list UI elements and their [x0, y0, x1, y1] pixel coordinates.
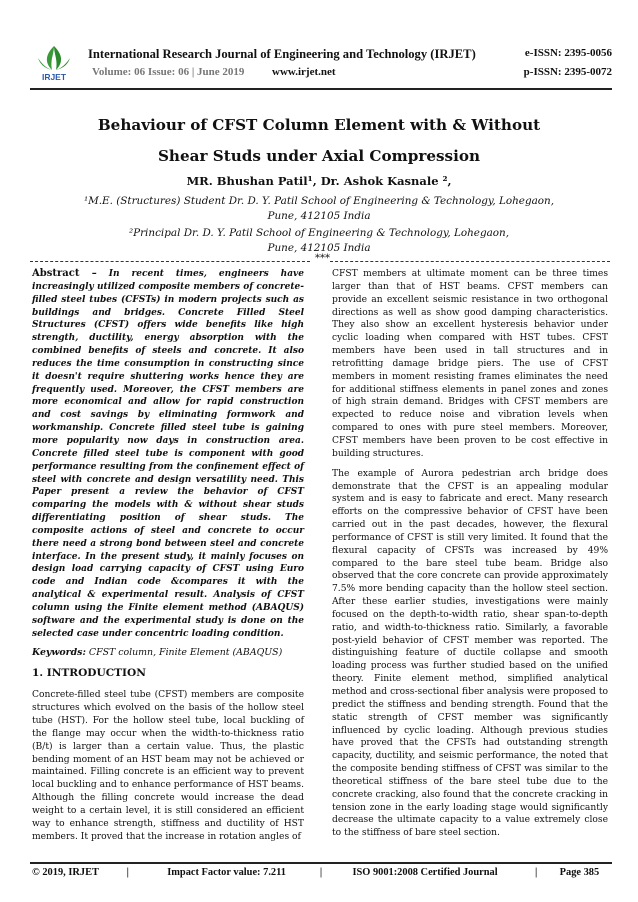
intro-paragraph-2: The example of Aurora pedestrian arch bridge does demonstrate that the CFST is an appealing modular system and is easy to fabricate and erect. Many research efforts on the compressive behavior of CFST have been carried out in the past decades, however, the flexural performance of CFST is still very limited. It found that the flexural capacity of CFSTs was increased by 49% compared to the bare steel tube beam. Bridge also observed that the core concrete can provide approximately 7.5% more bending capacity than the hollow steel section. After these earlier studies, investigations were mainly focused on the depth-to-width ratio, shear span-to-depth ratio, and width-to-thickness ratio. Similarly, a favorable post-yield behavior of CFST member was reported. The distinguishing feature of ductile collapse and smooth loading process was further studied based on the unified theory. Finite element method, simplified analytical method and cross-sectional fiber analysis were proposed to predict the stiffness and bending strength. Found that the static strength of CFST member was significantly influenced by cyclic loading. Although previous studies have proved that the CFSTs had outstanding strength capacity, ductility, and seismic performance, the noted that the composite bending stiffness of CFST was similar to the theoretical stiffness of the bare steel tube due to the concrete cracking, also found that the concrete cracking in tension zone in the early loading stage would significantly decrease the ultimate capacity to a value extremely close to the stiffness of bare steel section. — [332, 468, 608, 839]
footer-separator-1: | — [126, 867, 129, 878]
page-footer — [32, 867, 612, 878]
left-column — [32, 268, 304, 850]
irjet-logo — [32, 44, 76, 82]
affiliation-1-line2: Pune, 412105 India — [267, 210, 371, 222]
footer-copyright: © 2019, IRJET — [32, 867, 99, 878]
affiliation-2-line1: ²Principal Dr. D. Y. Patil School of Engineering & Technology, Lohegaon, — [128, 227, 510, 239]
affiliation-1-line1: ¹M.E. (Structures) Student Dr. D. Y. Patil School of Engineering & Technology, Lohegaon, — [83, 195, 555, 207]
affiliation-1 — [0, 194, 638, 224]
authors: MR. Bhushan Patil¹, Dr. Ashok Kasnale ², — [186, 174, 452, 188]
logo-text: IRJET — [41, 72, 67, 82]
separator-line-left — [30, 261, 310, 262]
footer-rule — [30, 862, 612, 864]
footer-impact-factor: Impact Factor value: 7.211 — [167, 867, 286, 878]
keywords — [32, 647, 304, 660]
affiliation-2 — [0, 226, 638, 256]
footer-separator-3: | — [535, 867, 538, 878]
abstract-text: In recent times, engineers have increasingly utilized composite members of concrete-filled steel tubes (CFSTs) in modern projects such as buildings and bridges. Concrete Filled Steel Structures (CFST) offers wide benefits like high strength, ductility, energy absorption with the combined benefits of steels and concrete. It also reduces the time consumption in constructing since it doesn't require shuttering works hence they are frequently used. Moreover, the CFST members are more economical and allow for rapid construction and cost savings by eliminating formwork and workmanship. Concrete filled steel tube is gaining more popularity now days in construction area. Concrete filled steel tube is component with good performance resulting from the confinement effect of steel with concrete and design versatility need. This Paper present a review the behavior of CFST comparing the models with & without shear studs differentiating position of shear studs. The composite actions of steel and concrete to occur there need a strong bond between steel and concrete interface. In the present study, it mainly focuses on design load carrying capacity of CFST using Euro code and Indian code &compares it with the analytical & experimental result. Analysis of CFST column using the Finite element method (ABAQUS) software and the experimental study is done on the selected case under concentric loading condition. — [32, 269, 305, 639]
keywords-text: CFST column, Finite Element (ABAQUS) — [88, 647, 283, 659]
section-separator — [30, 253, 610, 266]
section-heading-introduction: 1. INTRODUCTION — [32, 667, 146, 680]
eissn: e-ISSN: 2395-0056 — [524, 47, 612, 59]
footer-page-number: Page 385 — [559, 867, 600, 878]
abstract — [32, 268, 304, 640]
separator-line-right — [330, 261, 610, 262]
volume-issue: Volume: 06 Issue: 06 | June 2019 — [92, 66, 245, 78]
abstract-label: Abstract – — [32, 268, 97, 279]
right-column — [332, 268, 608, 847]
journal-title: International Research Journal of Engineering and Technology (IRJET) — [88, 47, 476, 61]
header-rule — [30, 88, 612, 90]
footer-separator-2: | — [319, 867, 323, 878]
pissn: p-ISSN: 2395-0072 — [523, 66, 612, 78]
keywords-label: Keywords: — [32, 647, 86, 659]
separator-stars: *** — [315, 253, 330, 264]
intro-paragraph-1-continued: CFST members at ultimate moment can be three times larger than that of HST beams. CFST members can provide an excellent seismic resistance in two orthogonal directions as well as show good damping characteristics. They also show an excellent hysteresis behavior under cyclic loading when compared with HST tubes. CFST members have been used in tall structures and in retrofitting damage bridge piers. The use of CFST members in moment resisting frames eliminates the need for additional stiffness elements in panel zones and zones of high strain demand. Bridges with CFST members are expected to reduce noise and vibration levels when compared to ones with pure steel members. Moreover, CFST members have been proven to be cost effective in building structures. — [332, 269, 608, 459]
intro-paragraph-1-start: Concrete-filled steel tube (CFST) members are composite structures which evolved on the basis of the hollow steel tube (HST). For the hollow steel tube, local buckling of the flange may occur when the width-to-thickness ratio (B/t) is larger than a certain value. Thus, the plastic bending moment of an HST beam may not be achieved or maintained. Filling concrete is an efficient way to prevent local buckling and to enhance performance of HST beams. Although the filling concrete would increase the dead weight to a certain level, it is still considered an efficient way to enhance strength, stiffness and ductility of HST members. It proved that the increase in rotation angles of — [32, 690, 304, 842]
paper-title-line2: Shear Studs under Axial Compression — [157, 147, 481, 165]
website: www.irjet.net — [272, 66, 336, 78]
footer-iso: ISO 9001:2008 Certified Journal — [352, 867, 498, 878]
affiliation-2-line2: Pune, 412105 India — [267, 242, 371, 254]
journal-header — [32, 44, 612, 84]
paper-title-line1: Behaviour of CFST Column Element with & Without — [97, 116, 541, 134]
